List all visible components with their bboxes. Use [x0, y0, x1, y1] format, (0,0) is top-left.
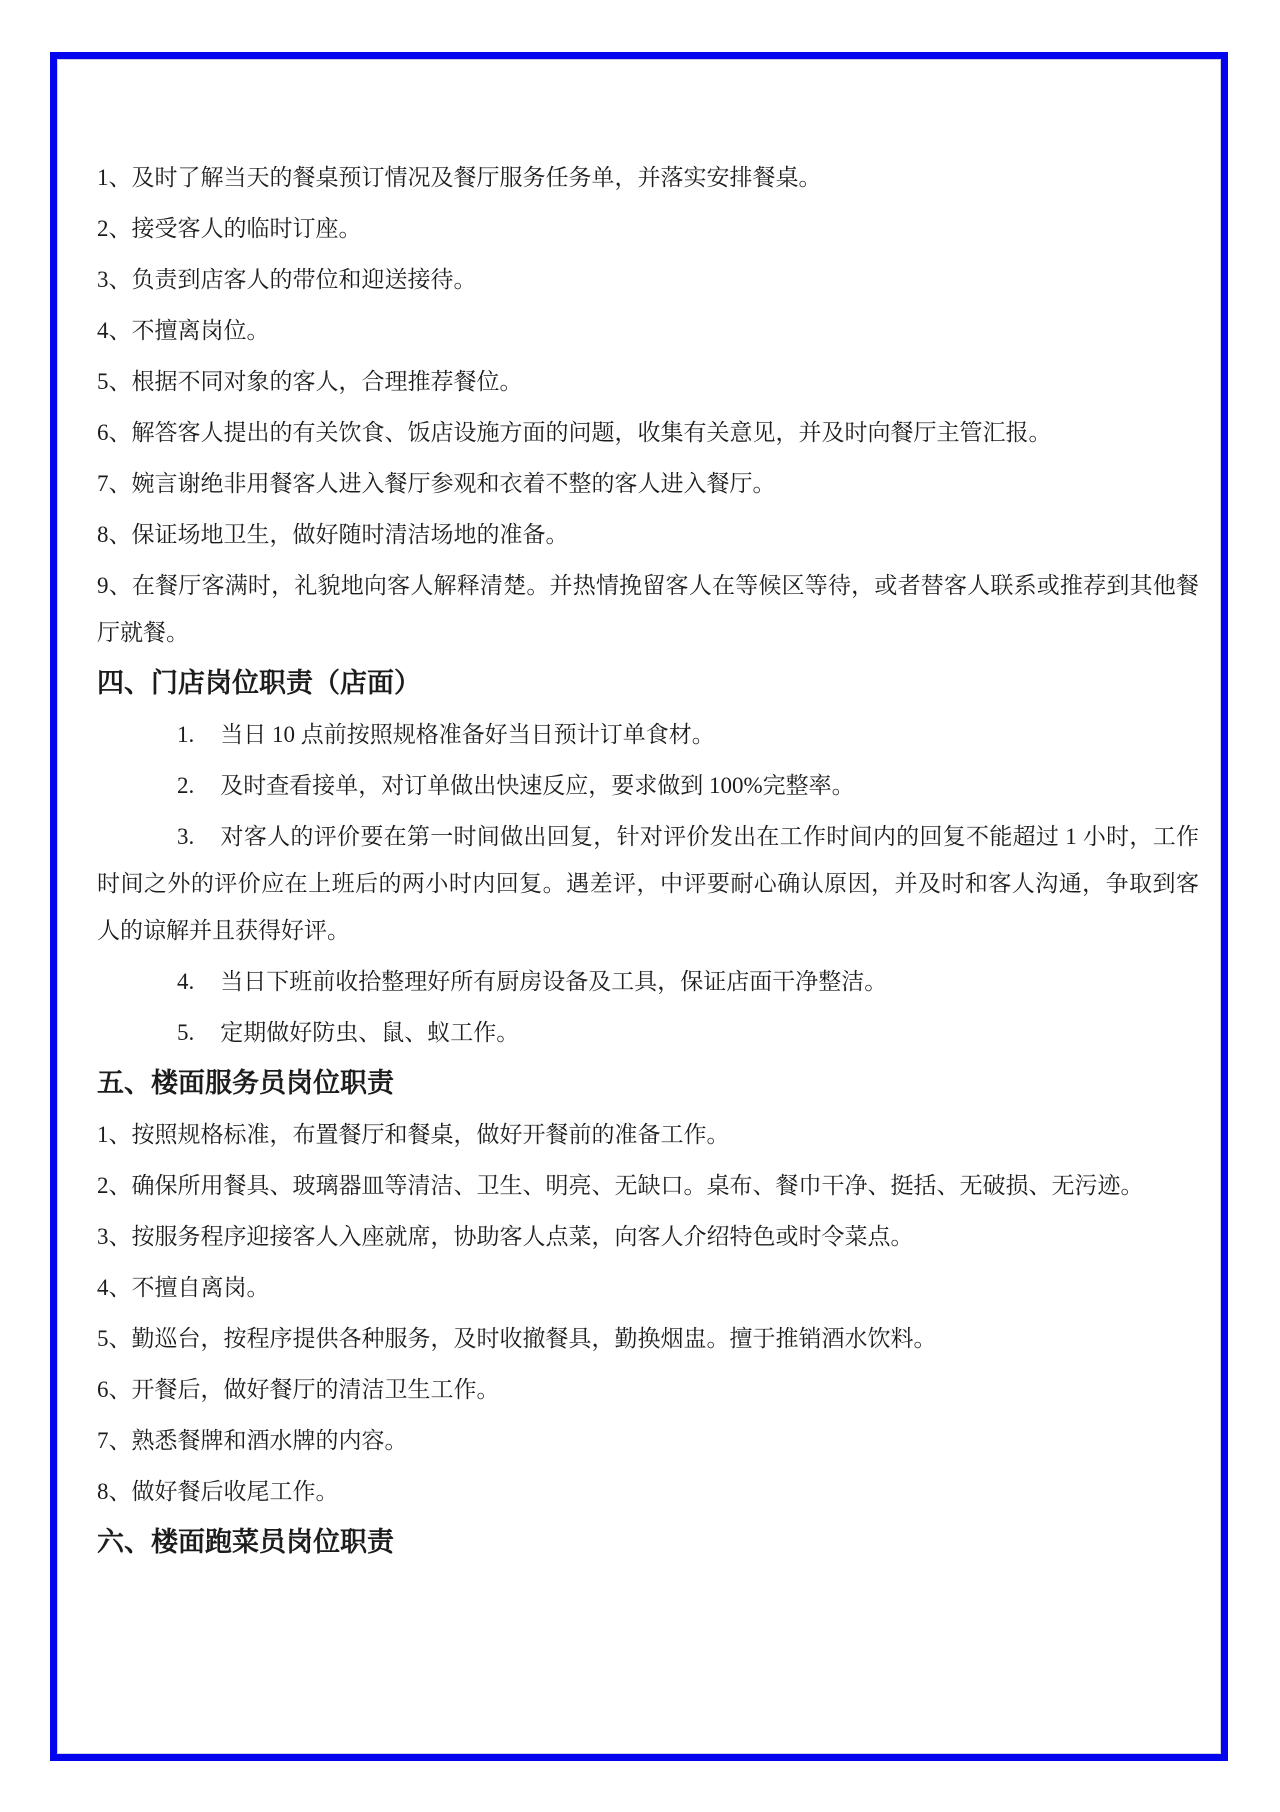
list-text: 当日 10 点前按照规格准备好当日预计订单食材。 — [220, 722, 715, 747]
list-number: 5. — [177, 1020, 195, 1045]
list-item: 5、根据不同对象的客人，合理推荐餐位。 — [97, 369, 523, 394]
list-text: 定期做好防虫、鼠、蚁工作。 — [220, 1020, 520, 1045]
list-item: 2、接受客人的临时订座。 — [97, 216, 362, 241]
section-heading: 六、楼面跑菜员岗位职责 — [97, 1527, 394, 1557]
list-number: 1. — [177, 722, 195, 747]
list-item: 4、不擅自离岗。 — [97, 1275, 270, 1300]
section-heading: 四、门店岗位职责（店面） — [97, 668, 421, 698]
list-item: 2、确保所用餐具、玻璃器皿等清洁、卫生、明亮、无缺口。桌布、餐巾干净、挺括、无破损、无污迹。 — [97, 1173, 1144, 1198]
list-item: 7、熟悉餐牌和酒水牌的内容。 — [97, 1428, 408, 1453]
list-item: 8、做好餐后收尾工作。 — [97, 1479, 339, 1504]
list-item: 5、勤巡台，按程序提供各种服务，及时收撤餐具，勤换烟盅。擅于推销酒水饮料。 — [97, 1326, 937, 1351]
numbered-list-item — [97, 1009, 1199, 1056]
numbered-list-item — [97, 813, 1199, 954]
list-number: 2. — [177, 773, 195, 798]
list-item: 6、开餐后，做好餐厅的清洁卫生工作。 — [97, 1377, 500, 1402]
list-item: 6、解答客人提出的有关饮食、饭店设施方面的问题，收集有关意见，并及时向餐厅主管汇报。 — [97, 420, 1052, 445]
list-number: 4. — [177, 969, 195, 994]
list-item: 3、负责到店客人的带位和迎送接待。 — [97, 267, 477, 292]
section-heading: 五、楼面服务员岗位职责 — [97, 1068, 394, 1098]
list-item: 8、保证场地卫生，做好随时清洁场地的准备。 — [97, 522, 569, 547]
list-item: 3、按服务程序迎接客人入座就席，协助客人点菜，向客人介绍特色或时令菜点。 — [97, 1224, 914, 1249]
list-item: 1、及时了解当天的餐桌预订情况及餐厅服务任务单，并落实安排餐桌。 — [97, 165, 822, 190]
document-page — [50, 52, 1228, 1761]
list-text: 对客人的评价要在第一时间做出回复，针对评价发出在工作时间内的回复不能超过 1 小时，工作时间之外的评价应在上班后的两小时内回复。遇差评，中评要耐心确认原因，并及时和客人沟通，争取到客人的谅解并且获得好评。 — [97, 824, 1199, 943]
list-item: 7、婉言谢绝非用餐客人进入餐厅参观和衣着不整的客人进入餐厅。 — [97, 471, 776, 496]
numbered-list-item — [97, 958, 1199, 1005]
list-text: 当日下班前收拾整理好所有厨房设备及工具，保证店面干净整洁。 — [220, 969, 888, 994]
list-item: 4、不擅离岗位。 — [97, 318, 270, 343]
list-item: 1、按照规格标准，布置餐厅和餐桌，做好开餐前的准备工作。 — [97, 1122, 730, 1147]
list-item: 9、在餐厅客满时，礼貌地向客人解释清楚。并热情挽留客人在等候区等待，或者替客人联系或推荐到其他餐厅就餐。 — [97, 573, 1199, 645]
document-body — [57, 59, 1221, 1754]
numbered-list-item — [97, 762, 1199, 809]
numbered-list-item — [97, 711, 1199, 758]
list-text: 及时查看接单，对订单做出快速反应，要求做到 100%完整率。 — [220, 773, 855, 798]
list-number: 3. — [177, 824, 195, 849]
